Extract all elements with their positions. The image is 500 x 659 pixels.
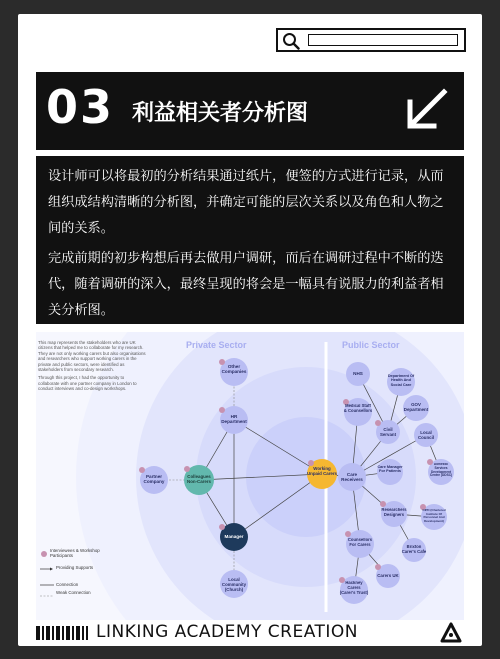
legend-connection: Connection [56, 582, 79, 587]
search-bar[interactable] [276, 28, 466, 52]
node-hr-department[interactable]: HR Department [219, 406, 249, 434]
legend-weak: Weak Connection [56, 590, 91, 595]
node-hackney-carers[interactable]: Hackney Carers (Carer's Trust) [339, 576, 369, 604]
arrow-down-left-icon [402, 86, 450, 134]
paragraph-2: 完成前期的初步构想后再去做用户调研，而后在调研过程中不断的迭代，随着调研的深入，最终呈现的将会是一幅具有说服力的利益者相关分析图。 [48, 251, 444, 318]
node-researchers[interactable]: Researchers Designers [380, 501, 408, 527]
node-medical-staff[interactable]: Medical Staff & Counsellors [343, 398, 373, 426]
paragraph-1: 设计师可以将最初的分析结果通过纸片，便签的方式进行记录，从而组织成结构清晰的分析图，并确定可能的层次关系以及角色和人物之间的关系。 [48, 169, 444, 236]
search-icon [282, 32, 300, 50]
node-colleagues[interactable]: Colleagues Non-Carers [182, 465, 216, 495]
node-domestic-services[interactable]: Domestic Services Development Centre (DDSC) [427, 459, 455, 485]
node-care-manager[interactable]: Care Manager For Patients [376, 459, 404, 485]
description-text [36, 156, 464, 324]
legend-providing: Providing Supports [56, 565, 94, 570]
title-banner [36, 72, 464, 150]
node-local-council[interactable]: Local Council [413, 423, 439, 447]
section-number: 03 [46, 80, 115, 134]
triangle-logo-icon [440, 622, 462, 644]
stakeholder-map [36, 332, 464, 620]
legend-interviewees: Interviewees & Workshop Participants [50, 548, 100, 558]
node-gov-department[interactable]: GOV Department [402, 395, 430, 421]
node-manager[interactable]: Manager [219, 523, 249, 551]
node-partner-company[interactable]: Partner Company [139, 466, 169, 494]
node-nhs[interactable]: NHS [344, 362, 372, 386]
private-sector-label: Private Sector [186, 340, 247, 350]
search-input[interactable] [308, 34, 458, 46]
map-description-text-2: Through this project, I had the opportunity to collaborate with one partner company in London to conduct interviews and co-design workshops. [38, 375, 137, 392]
footer [36, 620, 464, 646]
node-brixton-cafe[interactable]: Brixton Carer's Cafe [401, 538, 427, 562]
node-local-community[interactable]: Local Community (Church) [219, 570, 249, 598]
node-dhsc[interactable]: Department Of Health And Social Care [386, 368, 416, 396]
node-civil-servant[interactable]: Civil Servant [375, 420, 401, 444]
map-description-text: This map represents the stakeholders who are UK citizens that helped me to collaborate for my research. They are not only working carers but also organisations and researchers who support working carers in the private and public sectors, were identified as stakeholders from secondary research. [38, 340, 146, 373]
page-title: 利益相关者分析图 [132, 101, 309, 126]
public-sector-label: Public Sector [342, 340, 400, 350]
node-other-companies[interactable]: Other Companies [219, 358, 249, 386]
node-counsellors-carers[interactable]: Counsellors For Carers [345, 530, 375, 558]
node-cipd[interactable]: CIPD (Chartered Institute Of Personnel And Development) [420, 504, 448, 530]
poster-card [18, 14, 482, 646]
brand-name: LINKING ACADEMY CREATION [96, 622, 359, 642]
node-working-carers[interactable]: Working Unpaid Carers [306, 459, 338, 489]
node-carers-uk[interactable]: Carers UK [375, 564, 401, 588]
node-care-receivers[interactable]: Care Receivers [337, 463, 367, 491]
barcode-icon [36, 626, 88, 640]
